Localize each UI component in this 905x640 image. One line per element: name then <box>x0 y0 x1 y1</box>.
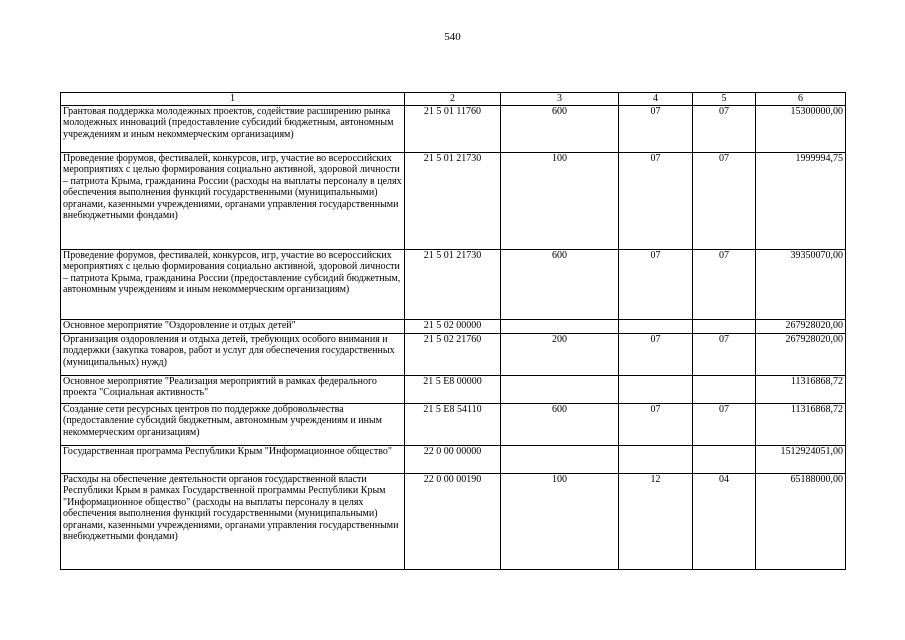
row-section <box>619 446 693 474</box>
row-expense-type: 200 <box>501 334 619 376</box>
column-header: 5 <box>693 93 756 106</box>
table-row <box>61 376 846 404</box>
row-name: Создание сети ресурсных центров по поддержке добровольчества (предоставление субсидий бюджетным, автономным учреждениям и иным некоммерческим организациям) <box>61 404 405 446</box>
table-row <box>61 334 846 376</box>
table-row <box>61 320 846 334</box>
row-code: 22 0 00 00000 <box>405 446 501 474</box>
row-expense-type <box>501 376 619 404</box>
row-name: Основное мероприятие "Оздоровление и отдых детей" <box>61 320 405 334</box>
row-amount: 15300000,00 <box>756 106 846 153</box>
page-number: 540 <box>444 31 461 43</box>
row-subsection: 07 <box>693 106 756 153</box>
row-code: 21 5 01 21730 <box>405 153 501 250</box>
budget-table <box>60 92 846 570</box>
table-row <box>61 153 846 250</box>
row-amount: 267928020,00 <box>756 320 846 334</box>
column-header: 1 <box>61 93 405 106</box>
row-expense-type: 100 <box>501 153 619 250</box>
row-subsection: 07 <box>693 250 756 320</box>
row-code: 21 5 E8 54110 <box>405 404 501 446</box>
column-header: 2 <box>405 93 501 106</box>
row-subsection <box>693 376 756 404</box>
row-expense-type: 600 <box>501 250 619 320</box>
row-amount: 267928020,00 <box>756 334 846 376</box>
column-header: 4 <box>619 93 693 106</box>
row-subsection <box>693 320 756 334</box>
row-name: Проведение форумов, фестивалей, конкурсов, игр, участие во всероссийских мероприятиях с целью формирования социально активной, здоровой личности – патриота Крыма, гражданина России (расходы на выплаты персоналу в целях обеспечения выполнения функций государственными (муниципальными) органами, казенными учреждениями, органами управления государственными внебюджетными фондами) <box>61 153 405 250</box>
row-name: Грантовая поддержка молодежных проектов, содействие расширению рынка молодежных инноваций (предоставление субсидий бюджетным, автономным учреждениям и иным некоммерческим организациям) <box>61 106 405 153</box>
column-header: 6 <box>756 93 846 106</box>
row-amount: 1999994,75 <box>756 153 846 250</box>
row-code: 22 0 00 00190 <box>405 474 501 570</box>
table-row <box>61 106 846 153</box>
row-expense-type <box>501 446 619 474</box>
row-subsection: 04 <box>693 474 756 570</box>
row-code: 21 5 02 00000 <box>405 320 501 334</box>
row-subsection <box>693 446 756 474</box>
row-amount: 11316868,72 <box>756 376 846 404</box>
row-section: 07 <box>619 106 693 153</box>
table-row <box>61 250 846 320</box>
row-code: 21 5 01 11760 <box>405 106 501 153</box>
row-subsection: 07 <box>693 334 756 376</box>
row-expense-type: 600 <box>501 106 619 153</box>
row-expense-type: 600 <box>501 404 619 446</box>
row-section: 07 <box>619 153 693 250</box>
row-section <box>619 376 693 404</box>
row-expense-type <box>501 320 619 334</box>
row-code: 21 5 01 21730 <box>405 250 501 320</box>
row-name: Расходы на обеспечение деятельности органов государственной власти Республики Крым в рамках Государственной программы Республики Крым "Информационное общество" (расходы на выплаты персоналу в целях обеспечения выполнения функций государственными (муниципальными) органами, казенными учреждениями, органами управления государственными внебюджетными фондами) <box>61 474 405 570</box>
row-name: Основное мероприятие "Реализация мероприятий в рамках федерального проекта "Социальная активность" <box>61 376 405 404</box>
table-row <box>61 446 846 474</box>
row-amount: 39350070,00 <box>756 250 846 320</box>
row-name: Организация оздоровления и отдыха детей, требующих особого внимания и поддержки (закупка товаров, работ и услуг для обеспечения государственных (муниципальных) нужд) <box>61 334 405 376</box>
table-row <box>61 404 846 446</box>
row-amount: 1512924051,00 <box>756 446 846 474</box>
row-name: Проведение форумов, фестивалей, конкурсов, игр, участие во всероссийских мероприятиях с целью формирования социально активной, здоровой личности – патриота Крыма, гражданина России (предоставление субсидий бюджетным, автономным учреждениям и иным некоммерческим организациям) <box>61 250 405 320</box>
row-section: 07 <box>619 250 693 320</box>
row-name: Государственная программа Республики Крым "Информационное общество" <box>61 446 405 474</box>
row-code: 21 5 02 21760 <box>405 334 501 376</box>
row-section: 07 <box>619 404 693 446</box>
row-section: 07 <box>619 334 693 376</box>
table-row <box>61 474 846 570</box>
row-subsection: 07 <box>693 404 756 446</box>
row-code: 21 5 E8 00000 <box>405 376 501 404</box>
row-subsection: 07 <box>693 153 756 250</box>
row-section: 12 <box>619 474 693 570</box>
column-header: 3 <box>501 93 619 106</box>
row-amount: 11316868,72 <box>756 404 846 446</box>
row-section <box>619 320 693 334</box>
row-expense-type: 100 <box>501 474 619 570</box>
row-amount: 65188000,00 <box>756 474 846 570</box>
table-header-row <box>61 93 846 106</box>
